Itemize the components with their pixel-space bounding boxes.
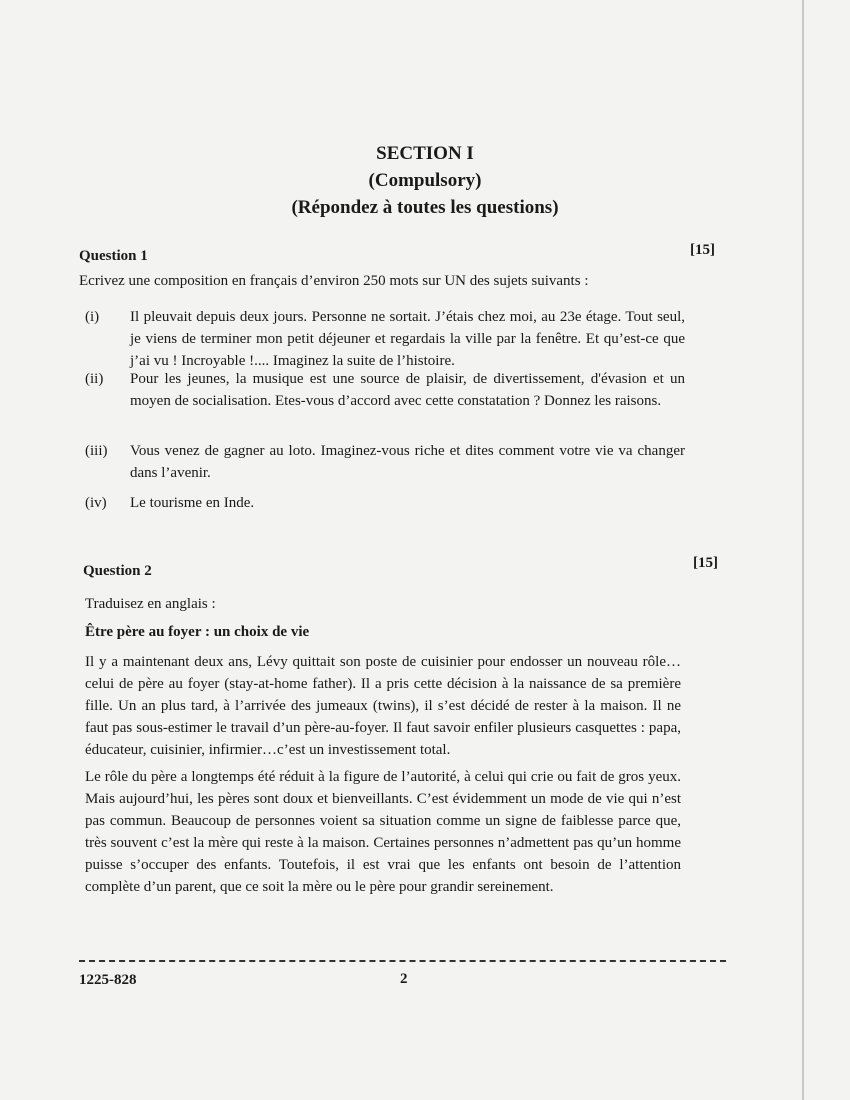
question-1-intro: Ecrivez une composition en français d’environ 250 mots sur UN des sujets suivants : <box>79 273 589 289</box>
question-1-marks: [15] <box>690 242 715 258</box>
topic-item <box>85 492 685 514</box>
section-title: SECTION I <box>376 143 474 164</box>
question-2-title: Question 2 <box>83 563 152 579</box>
topic-text: Pour les jeunes, la musique est une source de plaisir, de divertissement, d'évasion et un moyen de socialisation. Etes-vous d’accord avec cette constatation ? Donnez les raisons. <box>130 371 685 409</box>
compulsory-label: (Compulsory) <box>368 170 482 191</box>
topic-text: Le tourisme en Inde. <box>130 495 255 511</box>
question-2-intro: Traduisez en anglais : <box>85 596 216 612</box>
topic-item <box>85 440 685 484</box>
topic-number: (iii) <box>85 443 108 459</box>
page-number: 2 <box>400 971 408 987</box>
question-2-marks: [15] <box>693 555 718 571</box>
footer-divider <box>79 960 726 962</box>
topic-number: (ii) <box>85 371 104 387</box>
answer-all-instruction: (Répondez à toutes les questions) <box>291 197 559 218</box>
topic-text: Vous venez de gagner au loto. Imaginez-vous riche et dites comment votre vie va changer dans l’avenir. <box>130 443 685 481</box>
topic-text: Il pleuvait depuis deux jours. Personne ne sortait. J’étais chez moi, au 23e étage. Tout seul, je viens de terminer mon petit déjeuner et regardais la ville par la fenêtre. Et qu’est-ce que j’ai vu ! Incroyable !.... Imaginez la suite de l’histoire. <box>130 309 685 369</box>
section-header <box>0 140 850 221</box>
question-1-title: Question 1 <box>79 248 148 264</box>
paper-code: 1225-828 <box>79 972 137 988</box>
topic-item <box>85 368 685 412</box>
translation-paragraph-1: Il y a maintenant deux ans, Lévy quittait son poste de cuisinier pour endosser un nouveau rôle… celui de père au foyer (stay-at-home father). Il a pris cette décision à la naissance de sa première fille. Un an plus tard, à l’arrivée des jumeaux (twins), il s’est décidé de rester à la maison. Il ne faut pas sous-estimer le travail d’un père-au-foyer. Il faut savoir enfiler plusieurs casquettes : papa, éducateur, cuisinier, infirmier…c’est un investissement total. <box>85 654 681 758</box>
translation-title: Être père au foyer : un choix de vie <box>85 624 310 640</box>
translation-paragraph-2: Le rôle du père a longtemps été réduit à la figure de l’autorité, à celui qui crie ou fait de gros yeux. Mais aujourd’hui, les pères sont doux et bienveillants. C’est évidemment un mode de vie qui n’est pas commun. Beaucoup de personnes voient sa situation comme un signe de faiblesse parce que, très souvent c’est la mère qui reste à la maison. Certaines personnes n’admettent pas qu’un homme puisse s’occuper des enfants. Toutefois, il est vrai que les enfants ont besoin de l’attention complète d’un parent, que ce soit la mère ou le père pour grandir sereinement. <box>85 769 681 895</box>
topic-number: (iv) <box>85 495 107 511</box>
topic-item <box>85 306 685 372</box>
topic-number: (i) <box>85 309 100 325</box>
